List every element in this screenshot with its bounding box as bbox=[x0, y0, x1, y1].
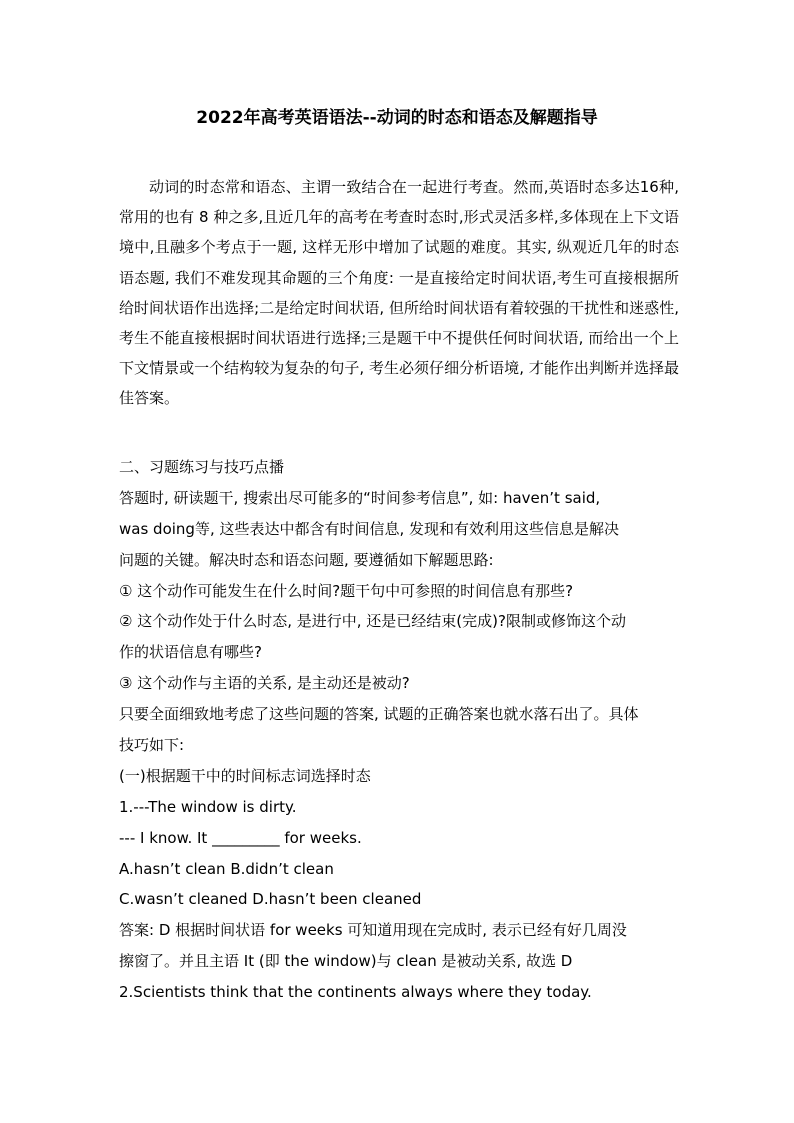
answer-line: 擦窗了。并且主语 It (即 the window)与 clean 是被动关系, 故选 D bbox=[119, 952, 573, 971]
text-line: 技巧如下: bbox=[119, 736, 185, 755]
step-item: ③ 这个动作与主语的关系, 是主动还是被动? bbox=[119, 674, 410, 693]
option-line: C.wasn’t cleaned D.hasn’t been cleaned bbox=[119, 890, 422, 909]
text-line: 只要全面细致地考虑了这些问题的答案, 试题的正确答案也就水落石出了。具体 bbox=[119, 705, 639, 724]
question-line: --- I know. It _________ for weeks. bbox=[119, 828, 362, 847]
option-line: A.hasn’t clean B.didn’t clean bbox=[119, 859, 334, 878]
text-line: 作的状语信息有哪些? bbox=[119, 643, 262, 662]
text-line: 问题的关键。解决时态和语态问题, 要遵循如下解题思路: bbox=[119, 550, 494, 569]
step-item: ① 这个动作可能发生在什么时间?题干句中可参照的时间信息有那些? bbox=[119, 581, 574, 600]
question-line: 2.Scientists think that the continents always where they today. bbox=[119, 983, 592, 1002]
text-line: 答题时, 研读题干, 搜索出尽可能多的“时间参考信息”, 如: haven’t said, bbox=[119, 488, 601, 507]
section-heading: 二、习题练习与技巧点播 bbox=[119, 458, 285, 476]
question-line: 1.---The window is dirty. bbox=[119, 797, 297, 816]
subsection-heading: (一)根据题干中的时间标志词选择时态 bbox=[119, 766, 371, 785]
content-lines bbox=[119, 452, 689, 1008]
text-line: was doing等, 这些表达中都含有时间信息, 发现和有效利用这些信息是解决 bbox=[119, 519, 620, 538]
intro-paragraph: 动词的时态常和语态、主谓一致结合在一起进行考查。然而,英语时态多达16种,常用的也有 8 种之多,且近几年的高考在考查时态时,形式灵活多样,多体现在上下文语境中,且融多个考点于一题, 这样无形中增加了试题的难度。其实, 纵观近几年的时态语态题, 我们不难发现其命题的三个角度: 一是直接给定时间状语,考生可直接根据所给时间状语作出选择;二是给定时间状语, 但所给时间状语有着较强的干扰性和迷惑性, 考生不能直接根据时间状语进行选择;三是题干中不提供任何时间状语, 而给出一个上下文情景或一个结构较为复杂的句子, 考生必须仔细分析语境, 才能作出判断并选择最佳答案。 bbox=[119, 178, 679, 408]
document-title: 2022年高考英语语法--动词的时态和语态及解题指导 bbox=[196, 108, 598, 128]
answer-line: 答案: D 根据时间状语 for weeks 可知道用现在完成时, 表示已经有好几周没 bbox=[119, 921, 627, 940]
step-item: ② 这个动作处于什么时态, 是进行中, 还是已经结束(完成)?限制或修饰这个动 bbox=[119, 612, 626, 631]
